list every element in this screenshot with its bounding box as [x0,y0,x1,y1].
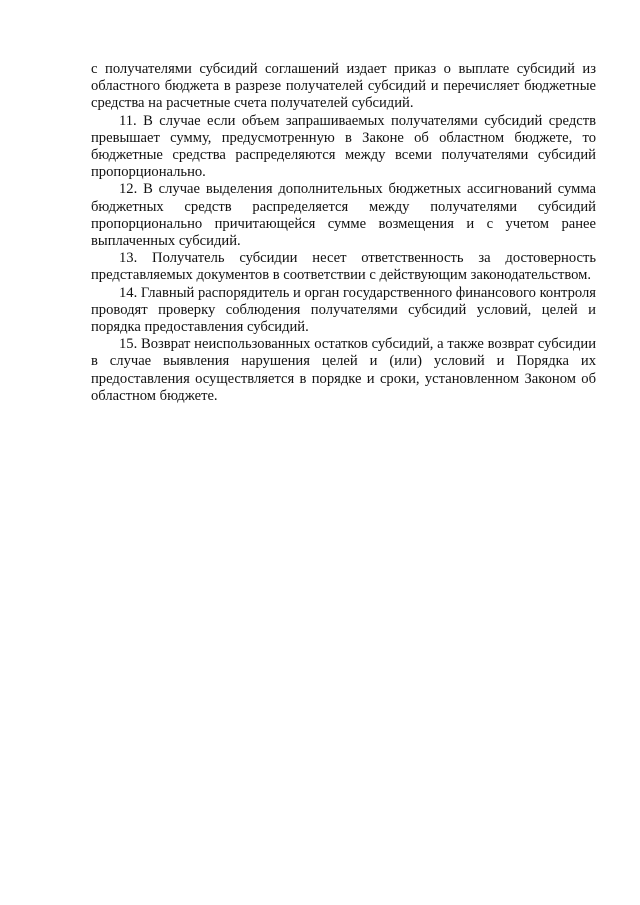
paragraph-12: 12. В случае выделения дополнительных бюджетных ассигнований сумма бюджетных средств распределяется между получателями субсидий пропорционально причитающейся сумме возмещения и с учетом ранее выплаченных субсидий. [91,181,596,250]
paragraph-13: 13. Получатель субсидии несет ответственность за достоверность представляемых документов в соответствии с действующим законодательством. [91,250,596,284]
paragraph-15: 15. Возврат неиспользованных остатков субсидий, а также возврат субсидии в случае выявления нарушения целей и (или) условий и Порядка их предоставления осуществляется в порядке и сроки, установленном Законом об областном бюджете. [91,336,596,404]
paragraph-11: 11. В случае если объем запрашиваемых получателями субсидий средств превышает сумму, предусмотренную в Законе об областном бюджете, то бюджетные средства распределяются между всеми получателями субсидий пропорционально. [91,112,596,181]
paragraph-continuation: с получателями субсидий соглашений издает приказ о выплате субсидий из областного бюджета в разрезе получателей субсидий и перечисляет бюджетные средства на расчетные счета получателей субсидий. [91,61,596,112]
document-page [91,61,596,405]
paragraph-14: 14. Главный распорядитель и орган государственного финансового контроля проводят проверку соблюдения получателями субсидий условий, целей и порядка предоставления субсидий. [91,284,596,336]
